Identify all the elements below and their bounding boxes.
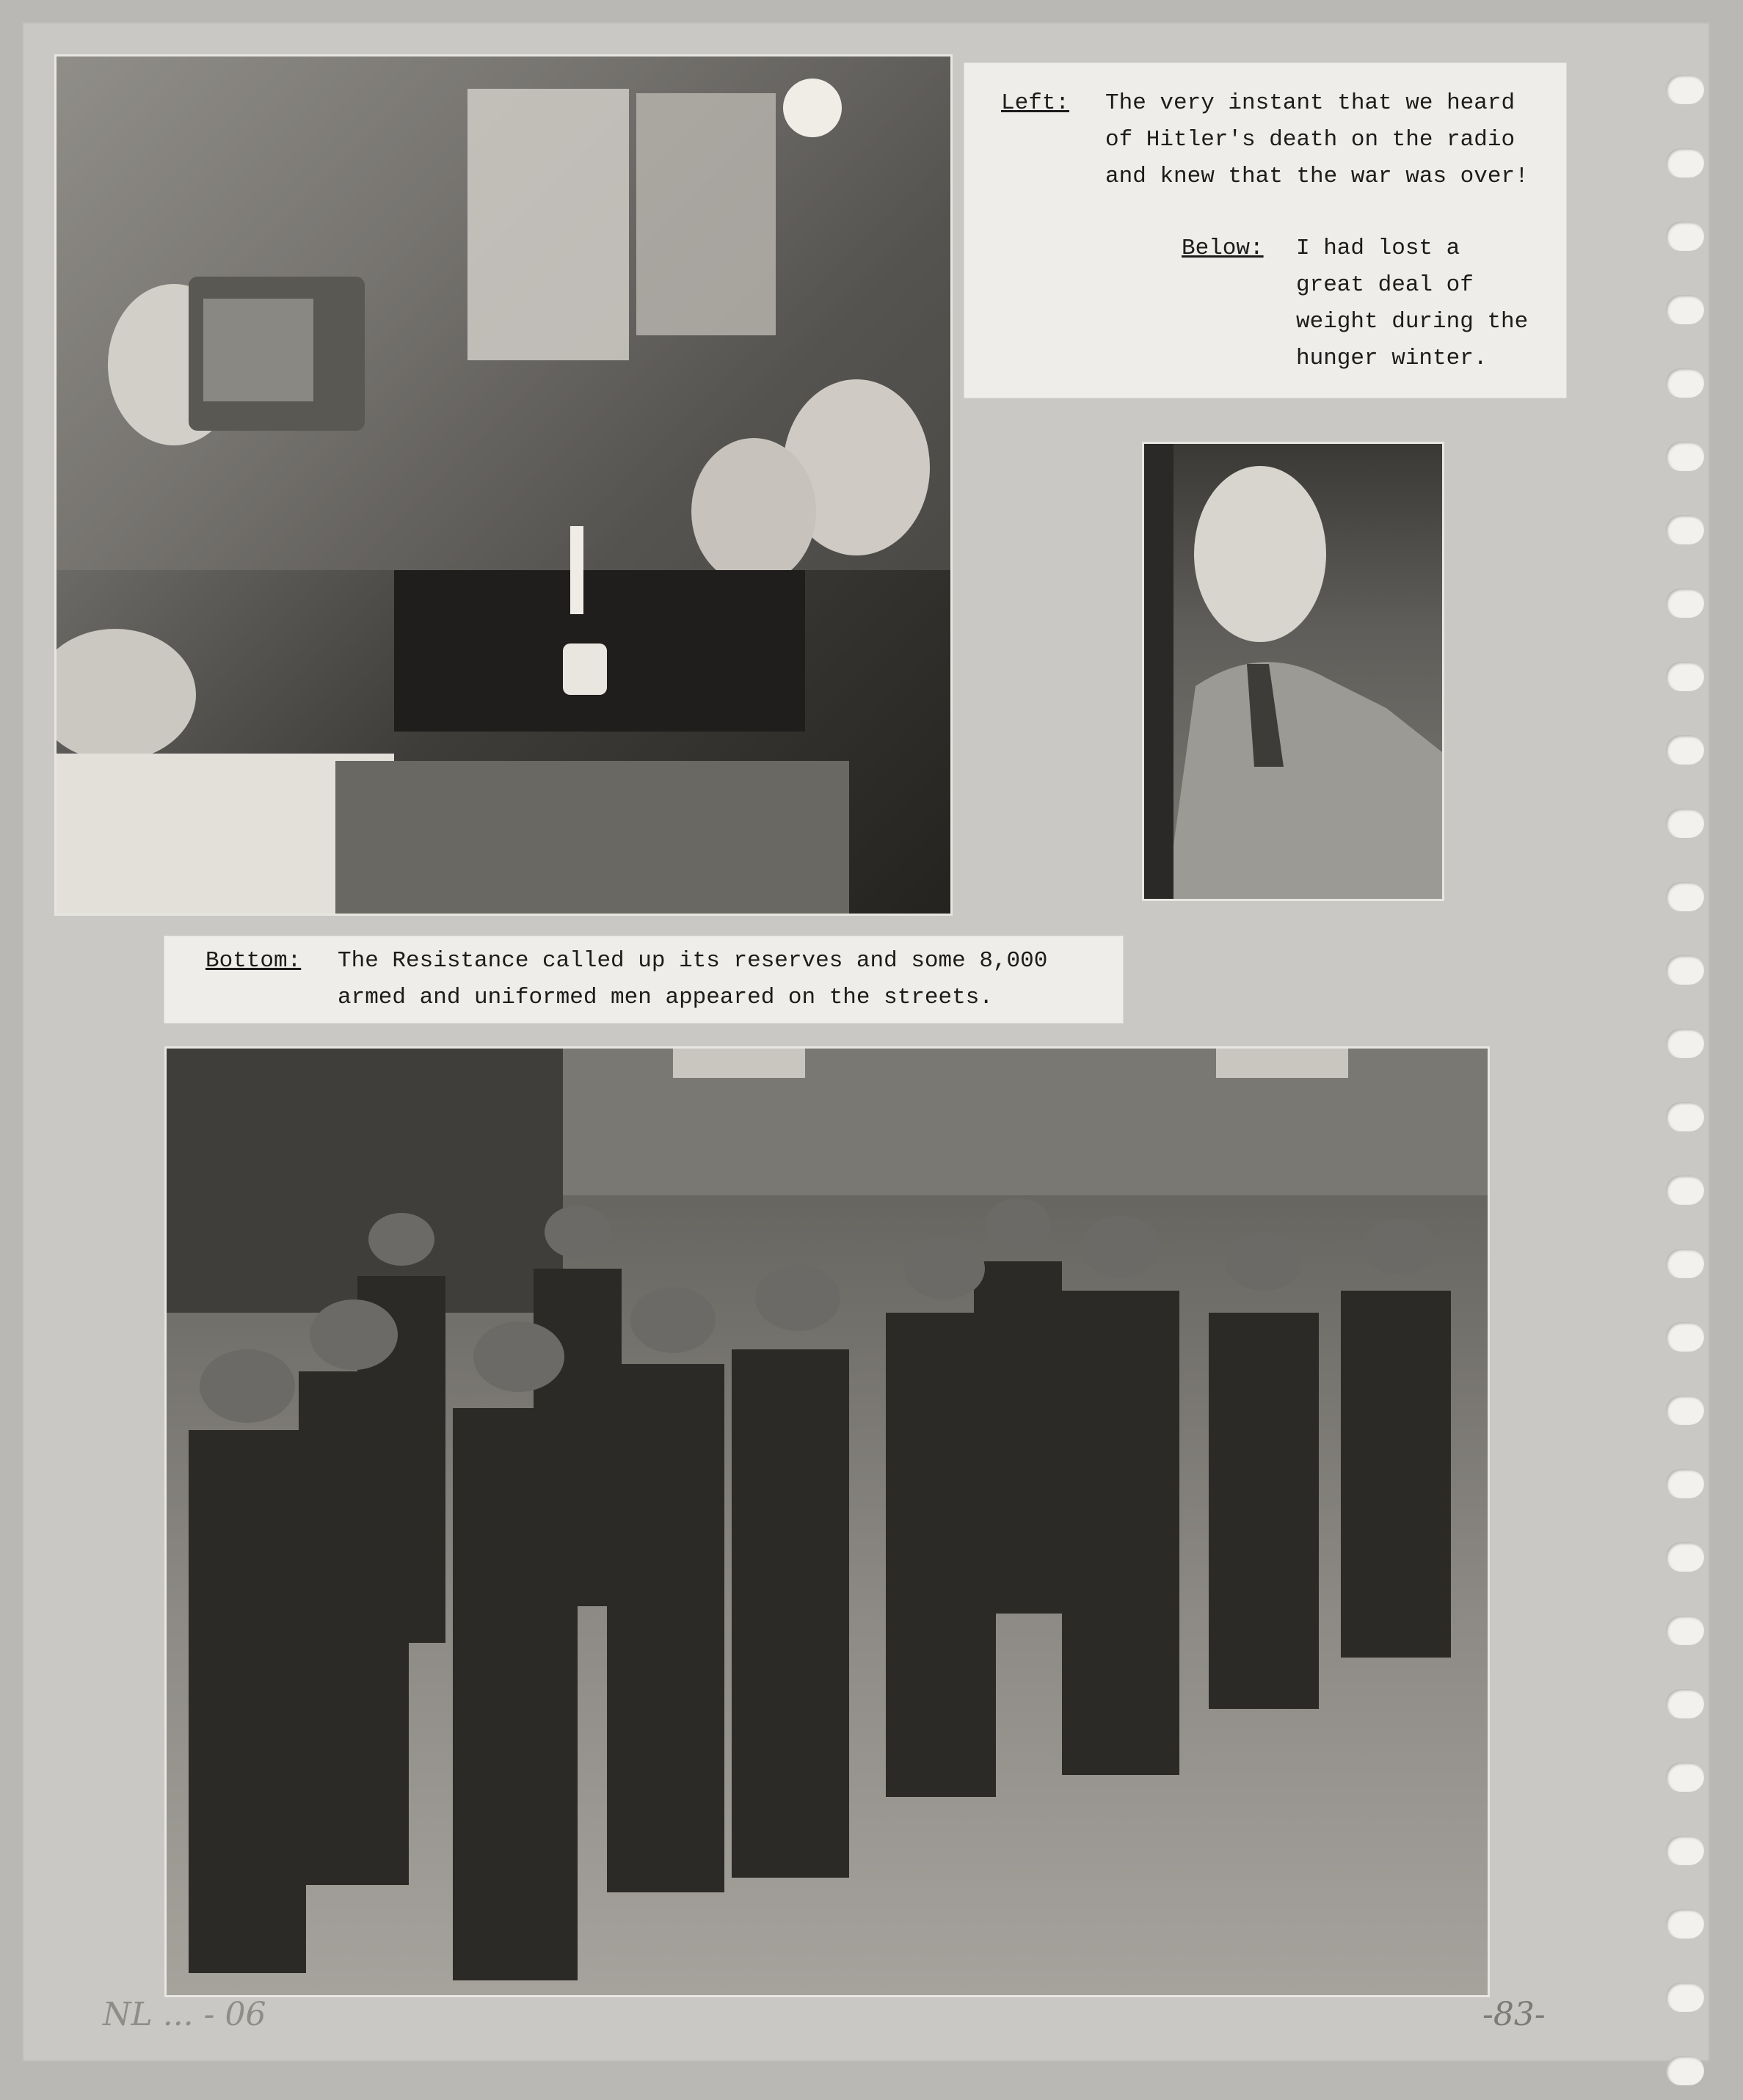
caption-below-line-1: I had lost a (1296, 236, 1460, 261)
caption-left-line-3: and knew that the war was over! (1105, 164, 1529, 189)
caption-bottom-tag: Bottom: (205, 948, 302, 974)
caption-below-tag: Below: (1182, 236, 1264, 261)
album-page (22, 22, 1710, 2062)
caption-bottom-line-2: armed and uniformed men appeared on the streets. (338, 985, 993, 1010)
caption-below-line-4: hunger winter. (1296, 346, 1488, 371)
caption-below-line-2: great deal of (1296, 272, 1474, 298)
page-number: -83- (1482, 1996, 1546, 2033)
celebration-photo (54, 54, 953, 916)
caption-below-line-3: weight during the (1296, 309, 1529, 335)
archive-number: NL ... - 06 (103, 1996, 266, 2033)
caption-bottom (164, 936, 1123, 1023)
binder-holes (1666, 75, 1707, 2100)
caption-left-line-1: The very instant that we heard (1105, 90, 1515, 116)
caption-left-below (964, 63, 1566, 398)
caption-left-tag: Left: (1001, 90, 1070, 116)
caption-left-line-2: of Hitler's death on the radio (1105, 127, 1515, 153)
portrait-photo (1142, 442, 1444, 901)
resistance-men-photo (164, 1046, 1490, 1997)
caption-bottom-line-1: The Resistance called up its reserves and some 8,000 (338, 948, 1048, 974)
